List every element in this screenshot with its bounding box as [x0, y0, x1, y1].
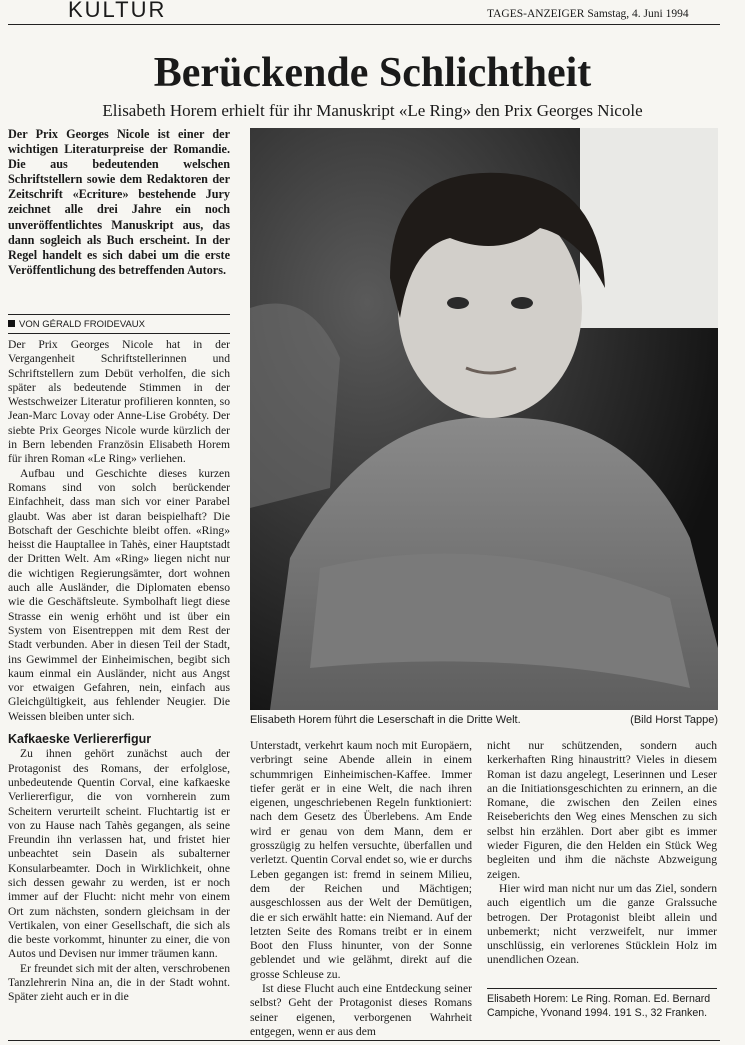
paragraph: Hier wird man nicht nur um das Ziel, sondern auch eigentlich um die ganze Gralssuche betrogen. Der Protagonist bleibt allein und unbemerkt; nicht verzweifelt, nur immer unschlüssig, ein verlorenes Stücklein Holz im unendlichen Ozean. [487, 881, 717, 967]
header-rule [8, 24, 720, 25]
lead-paragraph: Der Prix Georges Nicole ist einer der wichtigen Literaturpreise der Romandie. Die aus bedeutenden welschen Schriftstellern sowie dem Redaktoren der Zeitschrift «Ecriture» bestehende Jury zeichnet alle drei Jahre ein noch unveröffentlichtes Manuskript aus, das dann sogleich als Buch erscheint. In der Regel handelt es sich dabei um die erste Veröffentlichung des betreffenden Autors. [8, 127, 230, 277]
lead-rule [8, 314, 230, 315]
paragraph: Ist diese Flucht auch eine Entdeckung seiner selbst? Geht der Protagonist dieses Romans seiner eigenen, verborgenen Wahrheit entgegen, wenn er aus dem [250, 982, 472, 1038]
photo-caption [250, 714, 718, 726]
paragraph: Unterstadt, verkehrt kaum noch mit Europäern, verbringt seine Abende allein in einem schummrigen Einheimischen-Kaffee. Immer tiefer gerät er in eine Welt, die nach ihren eigenen, ungeschriebenen Regeln funktioniert: nach dem Gesetz des Überlebens. Am Ende wird er genau von dem Mann, dem er grosszügig zu helfen versuchte, überfallen und verletzt. Quentin Corval endet so, wie er durchs Leben gegangen ist: fremd in seinem Milieu, dem der Reichen und Mächtigen; ausgeschlossen aus der Welt der Demütigen, die er sich erwählt hatte: ein Niemand. Auf der letzten Seite des Romans treibt er in einem Boot den Fluss hinunter, von der Sonne geblendet und wie gelähmt, direkt auf die grosse Schleuse zu. [250, 739, 472, 981]
byline-text: VON GÉRALD FROIDEVAUX [19, 319, 145, 330]
paragraph: Er freundet sich mit der alten, verschrobenen Tanzlehrerin Nina an, die in der Stadt wohnt. Später zieht auch er in die [8, 961, 230, 1004]
byline [8, 319, 230, 330]
paragraph: Zu ihnen gehört zunächst auch der Protagonist des Romans, der erfolglose, unbedeutende Quentin Corval, eine kafkaeske Verliererfigur, die von vornherein zum Scheitern verurteilt scheint. Fluchtartig ist er von zu Hause nach Tahès gegangen, als seine Freundin ihn verlassen hat, und fristet hier unbeachtet sein Dasein als subalterner Konsularbeamter. Doch in Wirklichkeit, ohne sich dessen gewahr zu werden, ist er noch immer auf der Flucht: nicht mehr von einem Ort zum nächsten, sondern gleichsam in der Vertikalen, von einer Gesellschaft, die sich als die beste vorkommt, hinunter zu einer, die von Autos und Devisen nur immer träumen kann. [8, 747, 230, 961]
paragraph: Der Prix Georges Nicole hat in der Vergangenheit Schriftstellerinnen und Schriftstellern zum Debüt verholfen, die sich später als bedeutende Stimmen in der Westschweizer Literatur profilieren konnten, so Jean-Marc Lovay oder Anne-Lise Grobéty. Der siebte Prix Georges Nicole wurde kürzlich der in Bern lebenden Französin Elisabeth Horem für ihren Roman «Le Ring» verliehen. [8, 338, 230, 466]
author-photo [250, 128, 718, 710]
footer-rule [8, 1040, 720, 1041]
author-portrait-image [250, 128, 718, 710]
paragraph: Aufbau und Geschichte dieses kurzen Romans sind von solch berückender Einfachheit, dass man sich vor einer Parabel glaubt. Was aber ist daran beispielhaft? Die Botschaft der Geschichte bleibt offen. «Ring» heisst die Hauptallee in Tahès, einer Hauptstadt der Dritten Welt. Am «Ring» liegen nicht nur die wichtigen Regierungsämter, dort wohnen auch alle Ausländer, die Diplomaten ebenso wie die Geschäftsleute. Symbolhaft liegt diese Strasse ein wenig erhöht und ist über ein System von Eisentreppen mit dem Rest der Stadt verbunden. Aber in diesen Teil der Stadt, ins Gewimmel der Einheimischen, begibt sich kaum einmal ein Ausländer, nicht aus Angst vor etwaigen Gefahren, nein, einfach aus Gleichgültigkeit, aus fehlender Neugier. Die Weissen bleiben unter sich. [8, 466, 230, 723]
column-2 [250, 739, 472, 1039]
article-title: Berückende Schlichtheit [153, 50, 592, 96]
article-subtitle: Elisabeth Horem erhielt für ihr Manuskript «Le Ring» den Prix Georges Nicole [102, 101, 643, 120]
column-3 [487, 739, 717, 968]
masthead: TAGES-ANZEIGER Samstag, 4. Juni 1994 [487, 8, 689, 20]
book-note: Elisabeth Horem: Le Ring. Roman. Ed. Bernard Campiche, Yvonand 1994. 191 S., 32 Franken. [487, 993, 711, 1019]
caption-text: Elisabeth Horem führt die Leserschaft in die Dritte Welt. [250, 714, 521, 726]
section-label: KULTUR [68, 0, 167, 20]
byline-rule [8, 333, 230, 334]
column-1 [8, 338, 230, 1005]
byline-square-icon [8, 320, 15, 327]
subheading: Kafkaeske Verliererfigur [8, 732, 152, 747]
booknote-rule [487, 988, 717, 989]
paragraph: nicht nur schützenden, sondern auch kerkerhaften Ring hinaustritt? Vieles in diesem Roman ist dazu angelegt, Leserinnen und Leser an die Initiationsgeschichten zu erinnern, an die Romane, die zwischen den Zeilen eines Reiseberichts den Weg eines Menschen zu sich selbst hin erzählen. Dort aber gibt es immer wieder Figuren, die den Helden ein Stück Weg begleiten und ihm die nächste Abzweigung zeigen. [487, 739, 717, 881]
photo-credit: (Bild Horst Tappe) [630, 714, 718, 726]
